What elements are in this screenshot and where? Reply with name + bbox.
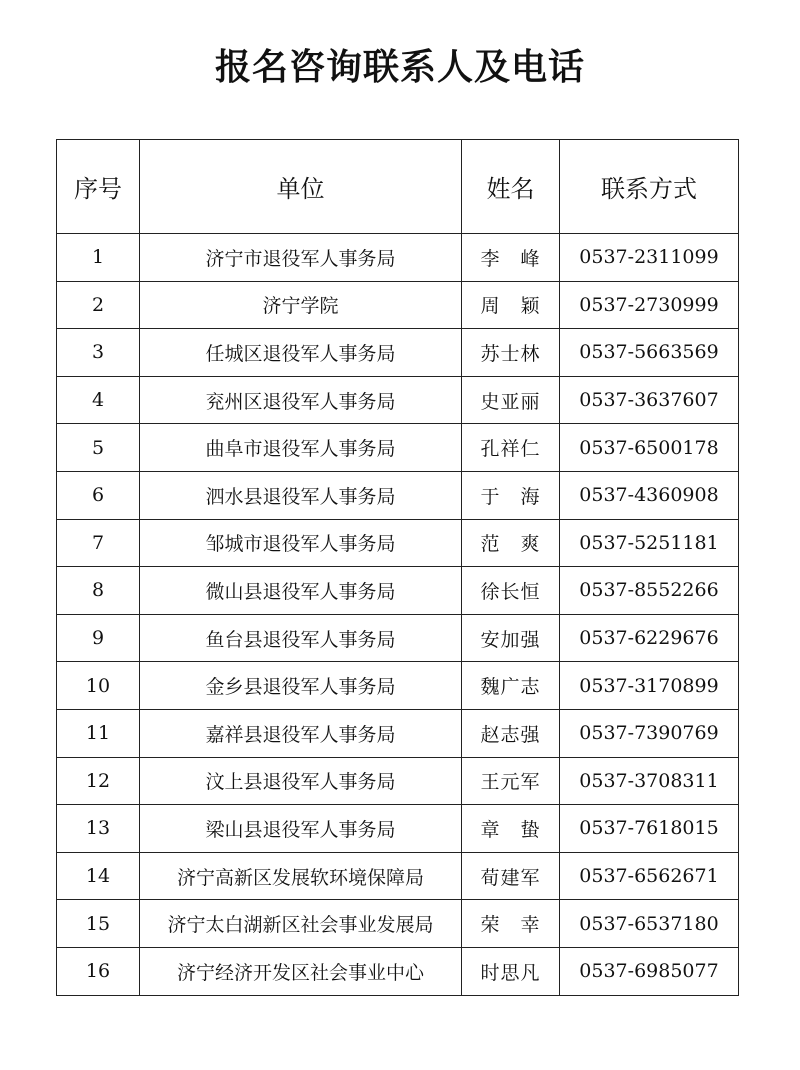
row-phone: 0537-2730999 [560, 281, 739, 329]
row-name: 苏士林 [462, 329, 560, 377]
row-no: 12 [57, 757, 140, 805]
row-name: 魏广志 [462, 662, 560, 710]
row-phone: 0537-5251181 [560, 519, 739, 567]
row-name: 章 蛰 [462, 805, 560, 853]
row-name: 赵志强 [462, 709, 560, 757]
row-no: 14 [57, 852, 140, 900]
row-unit: 济宁市退役军人事务局 [140, 234, 462, 282]
row-name: 周 颖 [462, 281, 560, 329]
table-row [57, 519, 739, 567]
row-no: 4 [57, 376, 140, 424]
row-no: 2 [57, 281, 140, 329]
table-row [57, 947, 739, 995]
table-row [57, 805, 739, 853]
row-unit: 济宁学院 [140, 281, 462, 329]
row-name: 荣 幸 [462, 900, 560, 948]
row-unit: 济宁高新区发展软环境保障局 [140, 852, 462, 900]
table-row [57, 424, 739, 472]
row-name: 王元军 [462, 757, 560, 805]
row-unit: 济宁经济开发区社会事业中心 [140, 947, 462, 995]
table-row [57, 376, 739, 424]
row-name: 荀建军 [462, 852, 560, 900]
row-phone: 0537-7390769 [560, 709, 739, 757]
row-phone: 0537-4360908 [560, 471, 739, 519]
row-phone: 0537-2311099 [560, 234, 739, 282]
row-unit: 曲阜市退役军人事务局 [140, 424, 462, 472]
row-no: 6 [57, 471, 140, 519]
row-phone: 0537-6985077 [560, 947, 739, 995]
row-name: 史亚丽 [462, 376, 560, 424]
row-no: 1 [57, 234, 140, 282]
table-row [57, 281, 739, 329]
row-unit: 任城区退役军人事务局 [140, 329, 462, 377]
row-name: 徐长恒 [462, 567, 560, 615]
header-unit: 单位 [140, 140, 462, 234]
row-no: 16 [57, 947, 140, 995]
row-phone: 0537-3637607 [560, 376, 739, 424]
row-name: 于 海 [462, 471, 560, 519]
row-no: 11 [57, 709, 140, 757]
row-unit: 金乡县退役军人事务局 [140, 662, 462, 710]
table-row [57, 329, 739, 377]
row-no: 3 [57, 329, 140, 377]
row-name: 安加强 [462, 614, 560, 662]
table-row [57, 852, 739, 900]
header-no: 序号 [57, 140, 140, 234]
row-phone: 0537-6562671 [560, 852, 739, 900]
row-unit: 邹城市退役军人事务局 [140, 519, 462, 567]
table-row [57, 567, 739, 615]
row-no: 10 [57, 662, 140, 710]
table-row [57, 900, 739, 948]
row-name: 时思凡 [462, 947, 560, 995]
row-unit: 微山县退役军人事务局 [140, 567, 462, 615]
row-unit: 嘉祥县退役军人事务局 [140, 709, 462, 757]
row-phone: 0537-6229676 [560, 614, 739, 662]
page-title: 报名咨询联系人及电话 [214, 47, 585, 88]
row-no: 9 [57, 614, 140, 662]
row-name: 范 爽 [462, 519, 560, 567]
row-phone: 0537-3708311 [560, 757, 739, 805]
row-unit: 汶上县退役军人事务局 [140, 757, 462, 805]
row-phone: 0537-8552266 [560, 567, 739, 615]
row-phone: 0537-6537180 [560, 900, 739, 948]
row-unit: 泗水县退役军人事务局 [140, 471, 462, 519]
row-phone: 0537-3170899 [560, 662, 739, 710]
row-unit: 鱼台县退役军人事务局 [140, 614, 462, 662]
table-row [57, 234, 739, 282]
table-row [57, 757, 739, 805]
row-no: 7 [57, 519, 140, 567]
header-name: 姓名 [462, 140, 560, 234]
row-no: 8 [57, 567, 140, 615]
row-name: 孔祥仁 [462, 424, 560, 472]
row-no: 5 [57, 424, 140, 472]
row-no: 15 [57, 900, 140, 948]
header-phone: 联系方式 [560, 140, 739, 234]
table-row [57, 614, 739, 662]
table-row [57, 709, 739, 757]
row-unit: 济宁太白湖新区社会事业发展局 [140, 900, 462, 948]
row-phone: 0537-5663569 [560, 329, 739, 377]
row-unit: 梁山县退役军人事务局 [140, 805, 462, 853]
row-no: 13 [57, 805, 140, 853]
row-unit: 兖州区退役军人事务局 [140, 376, 462, 424]
row-phone: 0537-6500178 [560, 424, 739, 472]
table-header-row [57, 140, 739, 234]
contacts-table [56, 139, 739, 996]
table-row [57, 471, 739, 519]
row-name: 李 峰 [462, 234, 560, 282]
row-phone: 0537-7618015 [560, 805, 739, 853]
table-row [57, 662, 739, 710]
